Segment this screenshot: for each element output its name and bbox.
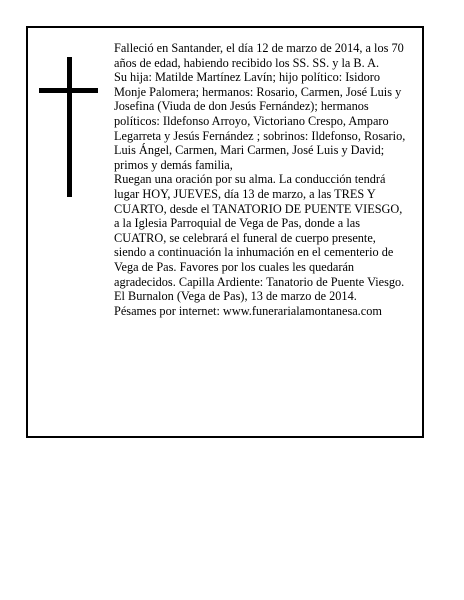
family-list: Su hija: Matilde Martínez Lavín; hijo político: Isidoro Monje Palomera; hermanos: Rosario, Carmen, José Luis y Josefina (Viuda de don Jesús Fernández); hermanos políticos: Ildefonso Arroyo, Victoriano Crespo, Amparo Legarreta y Jesús Fernández ; sobrinos: Ildefonso, Rosario, Luis Ángel, Carmen, Mari Carmen, José Luis y David; primos y demás familia, [114,70,406,172]
funeral-details: Ruegan una oración por su alma. La conducción tendrá lugar HOY, JUEVES, día 13 de marzo, a las TRES Y CUARTO, desde el TANATORIO DE PUENTE VIESGO, a la Iglesia Parroquial de Vega de Pas, donde a las CUATRO, se celebrará el funeral de cuerpo presente, siendo a continuación la inhumación en el cementerio de Vega de Pas. Favores por los cuales les quedarán agradecidos. Capilla Ardiente: Tanatorio de Puente Viesgo. [114,172,405,289]
condolences-website: Pésames por internet: www.funerarialamontanesa.com [114,303,382,318]
obituary-notice [26,26,424,438]
obituary-text [114,41,410,318]
death-announcement: Falleció en Santander, el día 12 de marzo de 2014, a los 70 años de edad, habiendo recibido los SS. SS. y la B. A. [114,41,404,70]
place-and-date: El Burnalon (Vega de Pas), 13 de marzo de 2014. [114,289,357,304]
cross-horizontal-bar [39,88,98,93]
cross-vertical-bar [67,57,72,197]
